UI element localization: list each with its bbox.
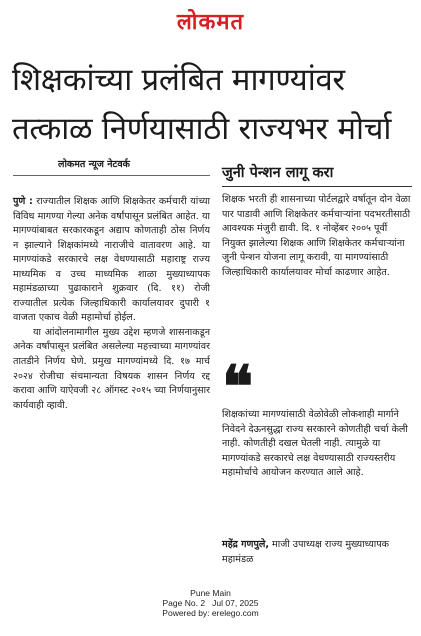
article-left-column xyxy=(13,195,210,413)
footer-powered-by[interactable]: Powered by: erelego.com xyxy=(162,608,259,618)
page-footer xyxy=(0,588,421,618)
footer-page: Page No. 2 xyxy=(162,598,206,608)
article-paragraph-1-text: राज्यातील शिक्षक आणि शिक्षकेतर कर्मचारी यांच्या विविध मागण्या गेल्या अनेक वर्षांपासून प्रलंबित आहेत. या मागण्यांबाबत सरकारकडून अद्याप कोणताही ठोस निर्णय न झाल्याने शिक्षकांमध्ये नाराजीचे वातावरण आहे. या मागण्यांकडे सरकारचे लक्ष वेधण्यासाठी महाराष्ट्र राज्य माध्यमिक व उच्च माध्यमिक शाळा मुख्याध्यापक महामंडळाच्या पुढाकाराने शुक्रवार (दि. ११) रोजी राज्यातील प्रत्येक जिल्हाधिकारी कार्यालयावर दुपारी १ वाजता एकाच वेळी महामोर्चा होईल. xyxy=(13,196,211,324)
attribution-name: महेंद्र गणपुले, xyxy=(222,539,269,550)
headline xyxy=(12,56,412,154)
subheading: जुनी पेन्शन लागू करा xyxy=(222,165,334,181)
footer-edition: Pune Main xyxy=(190,588,231,598)
article-paragraph-2: या आंदोलनामागील मुख्य उद्देश म्हणजे शासनाकडून अनेक वर्षांपासून प्रलंबित असलेल्या महत्त्वाच्या मागण्यांवर तातडीने निर्णय घेणे. प्रमुख मागण्यांमध्ये दि. १७ मार्च २०२४ रोजीचा संचमान्यता विषयक शासन निर्णय रद्द करावा आणि याऐवजी २८ ऑगस्ट २०१५ च्या निर्णयानुसार कार्यवाही व्हावी. xyxy=(13,326,210,411)
headline-line-2: तत्काळ निर्णयासाठी राज्यभर मोर्चा xyxy=(12,111,392,147)
footer-date: Jul 07, 2025 xyxy=(212,598,259,608)
pull-quote: शिक्षकांच्या मागण्यांसाठी वेळोवेळी लोकशाही मार्गाने निवेदने देऊनसुद्धा राज्य सरकारने कोणतीही चर्चा केली नाही. कोणतीही दखल घेतली नाही. त्यामुळे या मागण्यांकडे सरकारचे लक्ष वेधण्यासाठी राज्यस्तरीय महामोर्चाचे आयोजन करण्यात आले आहे. xyxy=(222,409,408,479)
headline-line-1: शिक्षकांच्या प्रलंबित मागण्यांवर xyxy=(12,62,345,98)
dateline: पुणे : xyxy=(13,196,33,207)
footer-page-info xyxy=(0,598,421,608)
article-right-paragraph: शिक्षक भरती ही शासनाच्या पोर्टलद्वारे वर्षातून दोन वेळा पार पाडावी आणि शिक्षकेतर कर्मचाऱ्यांना पदभरतीसाठी आवश्यक मंजुरी द्यावी. दि. १ नोव्हेंबर २००५ पूर्वी नियुक्त झालेल्या शिक्षक आणि शिक्षकेतर कर्मचाऱ्यांना जुनी पेन्शन योजना लागू करावी, या मागण्यांसाठी जिल्हाधिकारी कार्यालयावर मोर्चा काढणार आहेत. xyxy=(222,194,411,278)
attribution-title: माजी उपाध्यक्ष राज्य मुख्याध्यापक महामंडळ xyxy=(222,539,390,565)
subheading-divider xyxy=(222,186,412,187)
quote-attribution xyxy=(222,538,412,567)
quote-icon: ❝ xyxy=(222,353,254,421)
byline-divider xyxy=(13,175,210,176)
byline: लोकमत न्यूज नेटवर्क xyxy=(58,159,130,170)
masthead-logo: लोकमत xyxy=(176,9,245,35)
article-paragraph-1 xyxy=(13,195,210,326)
